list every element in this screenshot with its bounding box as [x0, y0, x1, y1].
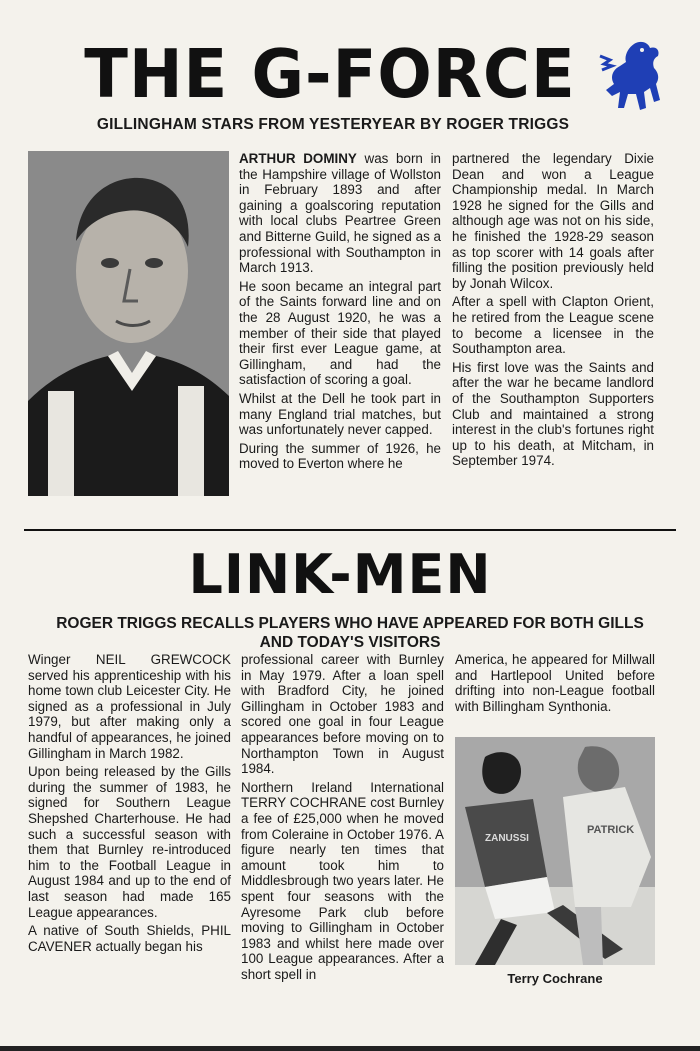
gforce-column-2: [452, 151, 654, 472]
gforce-column-1: [239, 151, 441, 475]
arthur-dominy-photo: [28, 151, 229, 496]
linkmen-subtitle: ROGER TRIGGS RECALLS PLAYERS WHO HAVE APPEARED FOR BOTH GILLS AND TODAY'S VISITORS: [56, 615, 644, 651]
horse-icon: [594, 38, 674, 118]
paragraph-text: was born in the Hampshire village of Wollston in February 1893 and after gaining a goalscoring reputation with local clubs Peartree Green and Bitterne Guild, he signed as a professional with Southampton in March 1913.: [239, 151, 441, 276]
page-bottom-border: [0, 1046, 700, 1051]
linkmen-paragraph: Winger NEIL GREWCOCK served his apprenticeship with his home town club Leicester City. He signed as a professional in July 1979, but after making only a handful of appearances, he joined Gillingham in March 1982.: [28, 652, 231, 761]
linkmen-paragraph: Northern Ireland International TERRY COCHRANE cost Burnley a fee of £25,000 when he moved from Coleraine in October 1976. A figure nearly ten times that amount took him to Middlesbrough two years later. He spent four seasons with the Ayresome Park club before moving to Gillingham in October 1983 and whilst here made over 100 League appearances. After a short spell in: [241, 779, 444, 982]
gforce-paragraph: [239, 151, 441, 276]
terry-cochrane-photo: [455, 737, 655, 965]
linkmen-column-2: [241, 652, 444, 985]
gforce-paragraph: His first love was the Saints and after the war he became landlord of the Southampton Supporters Club and maintained a strong interest in the club's fortunes right up to his death, at Mitcham, in September 1974.: [452, 359, 654, 469]
linkmen-paragraph: America, he appeared for Millwall and Hartlepool United before drifting into non-League football with Billingham Synthonia.: [455, 652, 655, 714]
linkmen-paragraph: A native of South Shields, PHIL CAVENER actually began his: [28, 923, 231, 954]
gforce-paragraph: During the summer of 1926, he moved to Everton where he: [239, 440, 441, 472]
linkmen-paragraph: Upon being released by the Gills during the summer of 1983, he signed for Southern League Shepshed Charterhouse. He had such a successful season with them that Burnley re-introduced him to the Football League in August 1984 and up to the end of last season had made 165 League appearances.: [28, 764, 231, 920]
gforce-paragraph: Whilst at the Dell he took part in many England trial matches, but was unfortunately never capped.: [239, 390, 441, 438]
linkmen-paragraph: professional career with Burnley in May 1979. After a loan spell with Bradford City, he joined Gillingham in October 1983 and scored one goal in four League appearances before moving on to Northampton Town in August 1984.: [241, 652, 444, 777]
shirt-text: ZANUSSI: [485, 833, 529, 844]
player-name: ARTHUR DOMINY: [239, 151, 357, 166]
gforce-paragraph: After a spell with Clapton Orient, he retired from the League scene to become a licensee in the Southampton area.: [452, 294, 654, 357]
gforce-paragraph: partnered the legendary Dixie Dean and won a League Championship medal. In March 1928 he signed for the Gills and although age was not on his side, he finished the 1928-29 season as top scorer with 14 goals after filling the position previously held by Jonah Wilcox.: [452, 151, 654, 291]
linkmen-title: LINK-MEN: [188, 543, 492, 606]
gforce-paragraph: He soon became an integral part of the Saints forward line and on the 28 August 1920, he was a member of their side that played their first ever League game, at Gillingham, and had the satisfaction of scoring a goal.: [239, 278, 441, 388]
gforce-subtitle: GILLINGHAM STARS FROM YESTERYEAR BY ROGER TRIGGS: [96, 116, 570, 133]
gforce-title: THE G-FORCE: [84, 36, 576, 114]
linkmen-column-1: [28, 652, 231, 957]
section-divider: [24, 529, 676, 531]
linkmen-column-3: [455, 652, 655, 717]
shirt-text: PATRICK: [587, 824, 635, 836]
photo-caption: Terry Cochrane: [507, 971, 603, 986]
